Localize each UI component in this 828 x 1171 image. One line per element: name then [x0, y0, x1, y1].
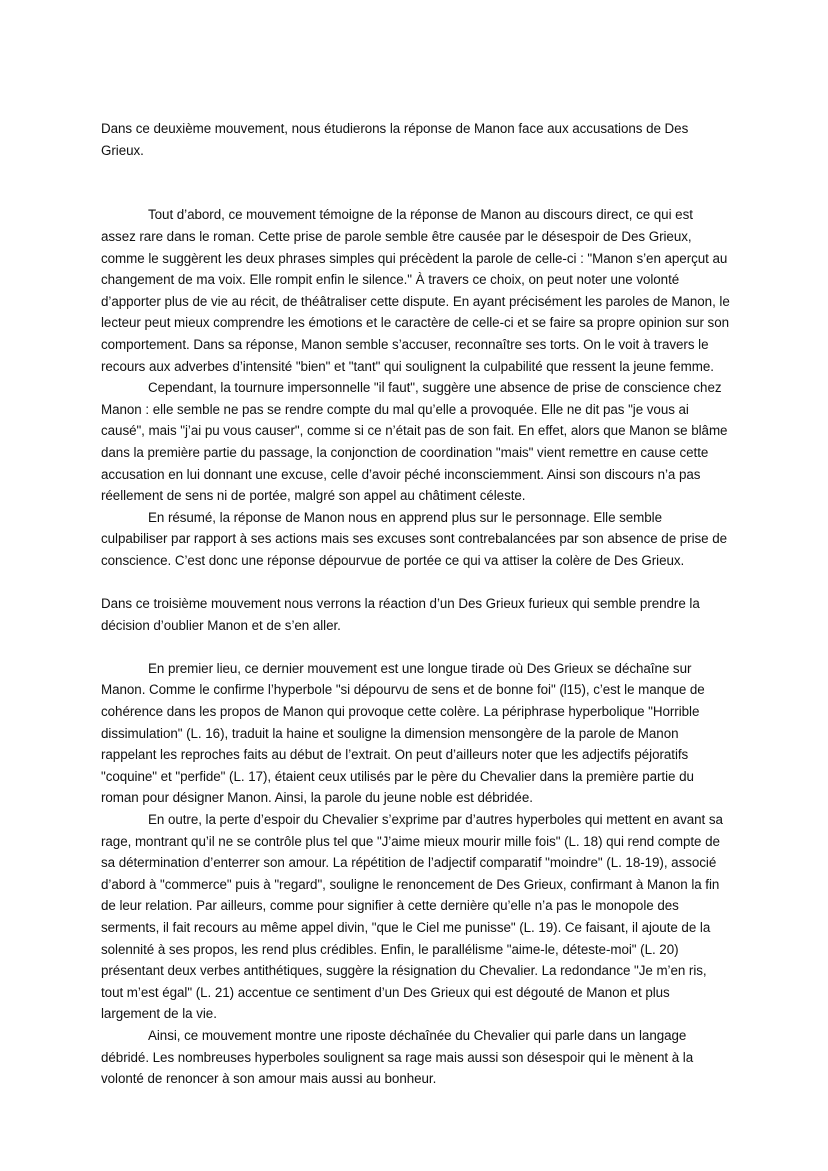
document-page [101, 118, 731, 1090]
paragraph-gap [101, 636, 731, 658]
paragraph-en-premier-lieu: En premier lieu, ce dernier mouvement est une longue tirade où Des Grieux se déchaîne sur Manon. Comme le confirme l’hyperbole "si dépourvu de sens et de bonne foi" (l15), c’est le manque de cohérence dans les propos de Manon qui provoque cette colère. La périphrase hyperbolique "Horrible dissimulation" (L. 16), traduit la haine et souligne la dimension mensongère de la parole de Manon rappelant les reproches faits au début de l’extrait. On peut d’ailleurs noter que les adjectifs péjoratifs "coquine" et "perfide" (L. 17), étaient ceux utilisés par le père du Chevalier dans la première partie du roman pour désigner Manon. Ainsi, la parole du jeune noble est débridée. [101, 660, 705, 806]
paragraph-tout-dabord: Tout d’abord, ce mouvement témoigne de la réponse de Manon au discours direct, ce qui est assez rare dans le roman. Cette prise de parole semble être causée par le désespoir de Des Grieux, comme le suggèrent les deux phrases simples qui précèdent la parole de celle-ci : "Manon s’en aperçut au changement de ma voix. Elle rompit enfin le silence." À travers ce choix, on peut noter une volonté d’apporter plus de vie au récit, de théâtraliser cette dispute. En ayant précisément les paroles de Manon, le lecteur peut mieux comprendre les émotions et le caractère de celle-ci et se faire sa propre opinion sur son comportement. Dans sa réponse, Manon semble s’accuser, reconnaître ses torts. On le voit à travers le recours aux adverbes d’intensité "bien" et "tant" qui soulignent la culpabilité que ressent la jeune femme. [101, 207, 730, 374]
paragraph-en-resume: En résumé, la réponse de Manon nous en apprend plus sur le personnage. Elle semble culpabiliser par rapport à ses actions mais ses excuses sont contrebalancées par son absence de prise de conscience. C’est donc une réponse dépourvue de portée ce qui va attiser la colère de Des Grieux. [101, 509, 727, 568]
paragraph-gap [101, 571, 731, 593]
paragraph-intro-third-movement: Dans ce troisième mouvement nous verrons la réaction d’un Des Grieux furieux qui semble prendre la décision d’oublier Manon et de s’en aller. [101, 596, 700, 633]
paragraph-ainsi: Ainsi, ce mouvement montre une riposte déchaînée du Chevalier qui parle dans un langage débridé. Les nombreuses hyperboles soulignent sa rage mais aussi son désespoir qui le mènent à la volonté de renoncer à son amour mais aussi au bonheur. [101, 1027, 694, 1087]
paragraph-intro-second-movement: Dans ce deuxième mouvement, nous étudierons la réponse de Manon face aux accusations de Des Grieux. [101, 121, 689, 158]
paragraph-gap [101, 183, 731, 205]
paragraph-gap [101, 161, 731, 183]
paragraph-en-outre: En outre, la perte d’espoir du Chevalier s’exprime par d’autres hyperboles qui mettent en avant sa rage, montrant qu’il ne se contrôle plus tel que "J’aime mieux mourir mille fois" (L. 18) qui rend compte de sa détermination d’enterrer son amour. La répétition de l’adjectif comparatif "moindre" (L. 18-19), associé d’abord à "commerce" puis à "regard", souligne le renoncement de Des Grieux, confirmant à Manon la fin de leur relation. Par ailleurs, comme pour signifier à cette dernière qu’elle n’a pas le monopole des serments, il fait recours au même appel divin, "que le Ciel me punisse" (L. 19). Ce faisant, il ajoute de la solennité à ses propos, les rend plus crédibles. Enfin, le parallélisme "aime-le, déteste-moi" (L. 20) présentant deux verbes antithétiques, suggère la résignation du Chevalier. La redondance "Je m’en ris, tout m’est égal" (L. 21) accentue ce sentiment d’un Des Grieux qui est dégouté de Manon et plus largement de la vie. [101, 812, 723, 1022]
paragraph-cependant: Cependant, la tournure impersonnelle "il faut", suggère une absence de prise de conscience chez Manon : elle semble ne pas se rendre compte du mal qu’elle a provoquée. Elle ne dit pas "je vous ai causé", mais "j’ai pu vous causer", comme si ce n’était pas de son fait. En effet, alors que Manon se blâme dans la première partie du passage, la conjonction de coordination "mais" vient remettre en cause cette accusation en lui donnant une excuse, celle d’avoir péché inconsciemment. Ainsi son discours n’a pas réellement de sens ni de portée, malgré son appel au châtiment céleste. [101, 380, 728, 504]
